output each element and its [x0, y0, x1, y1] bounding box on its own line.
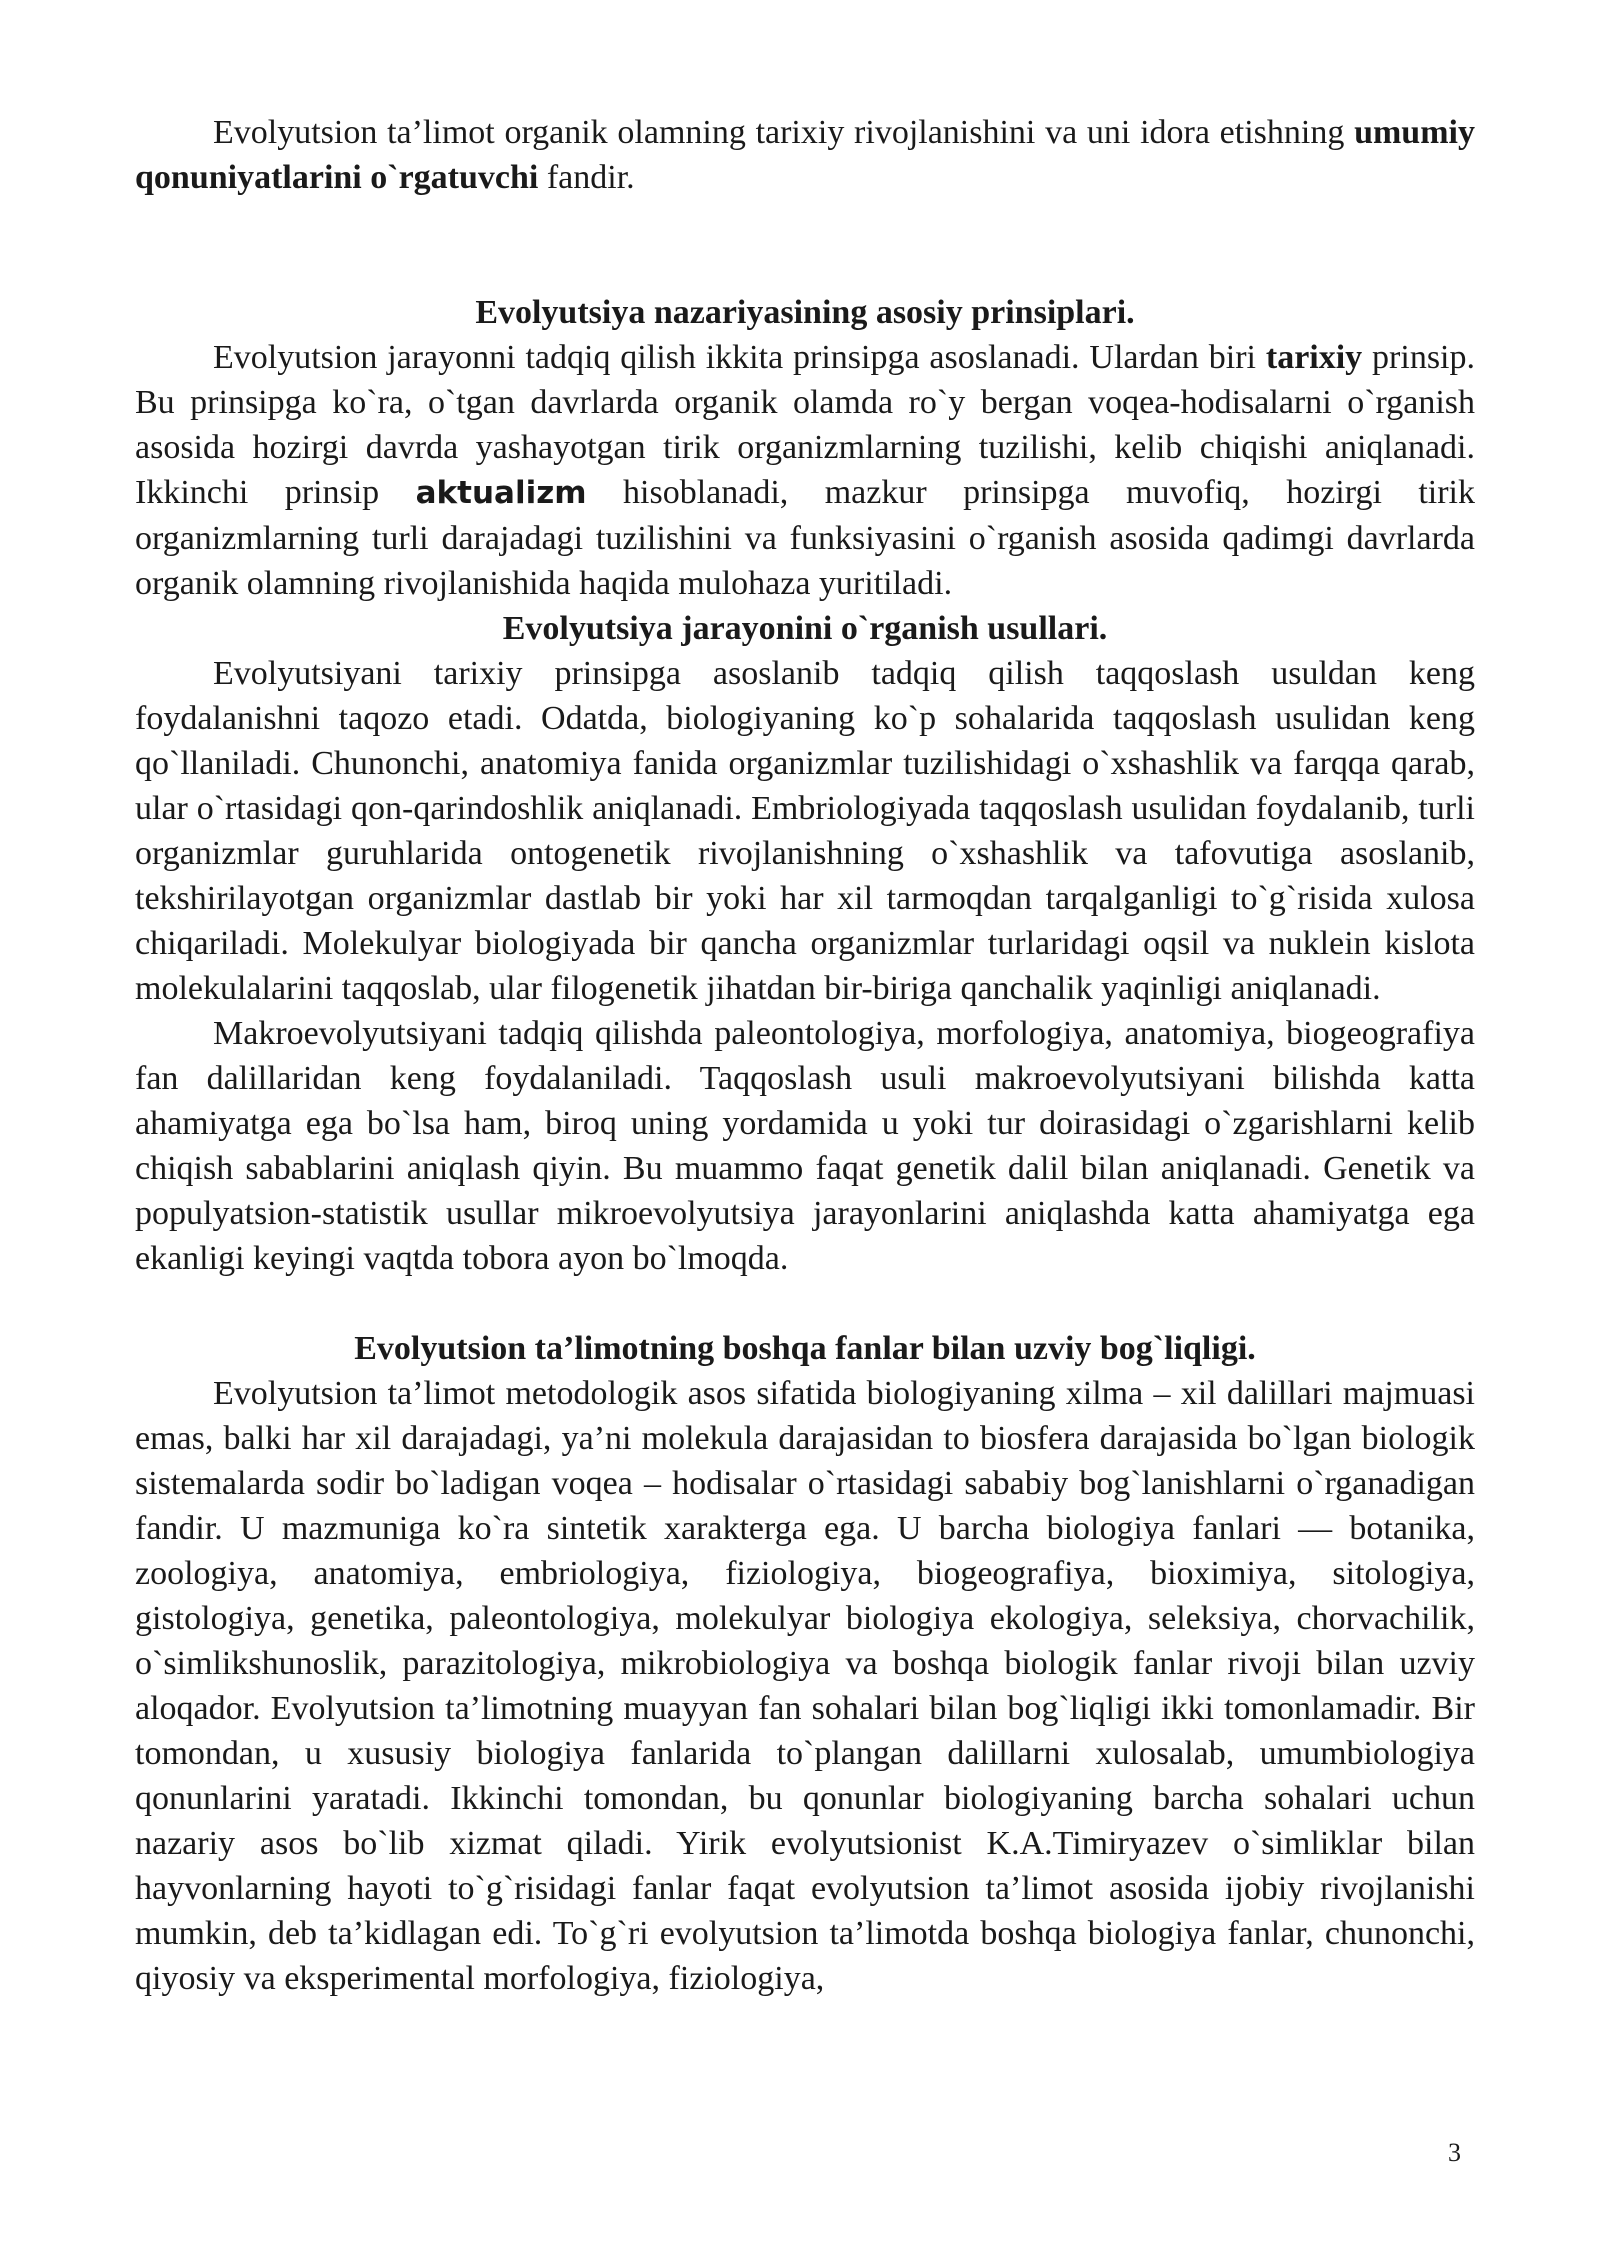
spacer	[135, 1281, 1475, 1326]
principles-text-a: Evolyutsion jarayonni tadqiq qilish ikkita prinsipga asoslanadi. Ulardan biri	[213, 339, 1266, 376]
section-heading-relations: Evolyutsion ta’limotning boshqa fanlar bilan uzviy bog`liqligi.	[354, 1330, 1256, 1367]
section-heading-methods: Evolyutsiya jarayonini o`rganish usullari.	[502, 610, 1108, 647]
term-tarixiy: tarixiy	[1265, 339, 1363, 376]
section-heading-principles: Evolyutsiya nazariyasining asosiy prinsiplari.	[475, 294, 1135, 331]
document-page	[135, 110, 1475, 2001]
methods-paragraph-2: Makroevolyutsiyani tadqiq qilishda paleontologiya, morfologiya, anatomiya, biogeografiya fan dalillaridan keng foydalaniladi. Taqqoslash usuli makroevolyutsiyani bilishda katta ahamiyatga ega bo`lsa ham, biroq uning yordamida u yoki tur doirasidagi o`zgarishlarni kelib chiqish sabablarini aniqlash qiyin. Bu muammo faqat genetik dalil bilan aniqlanadi. Genetik va populyatsion-statistik usullar mikroevolyutsiya jarayonlarini aniqlashda katta ahamiyatga ega ekanligi keyingi vaqtda tobora ayon bo`lmoqda.	[135, 1015, 1475, 1277]
principles-text-c: hisoblanadi, mazkur prinsipga muvofiq, hozirgi tirik organizmlarning turli darajadagi tuzilishini va funksiyasini o`rganish asosida qadimgi davrlarda organik olamning rivojlanishida haqida mulohaza yuritiladi.	[135, 474, 1475, 602]
intro-bold-term: umumiy qonuniyatlarini o`rgatuvchi	[135, 114, 1475, 196]
term-aktualizm: aktualizm	[415, 475, 587, 511]
methods-paragraph-1: Evolyutsiyani tarixiy prinsipga asoslanib tadqiq qilish taqqoslash usuldan keng foydalanishni taqozo etadi. Odatda, biologiyaning ko`p sohalarida taqqoslash usulidan keng qo`llaniladi. Chunonchi, anatomiya fanida organizmlar tuzilishidagi o`xshashlik va farqqa qarab, ular o`rtasidagi qon-qarindoshlik aniqlanadi. Embriologiyada taqqoslash usulidan foydalanib, turli organizmlar guruhlarida ontogenetik rivojlanishning o`xshashlik va tafovutiga asoslanib, tekshirilayotgan organizmlar dastlab bir yoki har xil tarmoqdan tarqalganligi to`g`risida xulosa chiqariladi. Molekulyar biologiyada bir qancha organizmlar turlaridagi oqsil va nuklein kislota molekulalarini taqqoslab, ular filogenetik jihatdan bir-biriga qanchalik yaqinligi aniqlanadi.	[135, 655, 1475, 1007]
spacer	[135, 200, 1475, 290]
principles-text-b: prinsip. Bu prinsipga ko`ra, o`tgan davrlarda organik olamda ro`y bergan voqea-hodisalarni o`rganish asosida hozirgi davrda yashayotgan tirik organizmlarning tuzilishi, kelib chiqishi aniqlanadi. Ikkinchi prinsip	[135, 339, 1475, 511]
intro-text-end: fandir.	[538, 159, 635, 196]
intro-text: Evolyutsion ta’limot organik olamning tarixiy rivojlanishini va uni idora etishning	[213, 114, 1355, 151]
page-number: 3	[1448, 2138, 1461, 2167]
principles-paragraph	[135, 335, 1475, 606]
relations-paragraph: Evolyutsion ta’limot metodologik asos sifatida biologiyaning xilma – xil dalillari majmuasi emas, balki har xil darajadagi, ya’ni molekula darajasidan to biosfera darajasida bo`lgan biologik sistemalarda sodir bo`ladigan voqea – hodisalar o`rtasidagi sababiy bog`lanishlarni o`rganadigan fandir. U mazmuniga ko`ra sintetik xarakterga ega. U barcha biologiya fanlari — botanika, zoologiya, anatomiya, embriologiya, fiziologiya, biogeografiya, bioximiya, sitologiya, gistologiya, genetika, paleontologiya, molekulyar biologiya ekologiya, seleksiya, chorvachilik, o`simlikshunoslik, parazitologiya, mikrobiologiya va boshqa biologik fanlar rivoji bilan uzviy aloqador. Evolyutsion ta’limotning muayyan fan sohalari bilan bog`liqligi ikki tomonlamadir. Bir tomondan, u xususiy biologiya fanlarida to`plangan dalillarni xulosalab, umumbiologiya qonunlarini yaratadi. Ikkinchi tomondan, bu qonunlar biologiyaning barcha sohalari uchun nazariy asos bo`lib xizmat qiladi. Yirik evolyutsionist K.A.Timiryazev o`simliklar bilan hayvonlarning hayoti to`g`risidagi fanlar faqat evolyutsion ta’limot asosida ijobiy rivojlanishi mumkin, deb ta’kidlagan edi. To`g`ri evolyutsion ta’limotda boshqa biologiya fanlar, chunonchi, qiyosiy va eksperimental morfologiya, fiziologiya,	[135, 1375, 1475, 1997]
intro-paragraph	[135, 110, 1475, 200]
